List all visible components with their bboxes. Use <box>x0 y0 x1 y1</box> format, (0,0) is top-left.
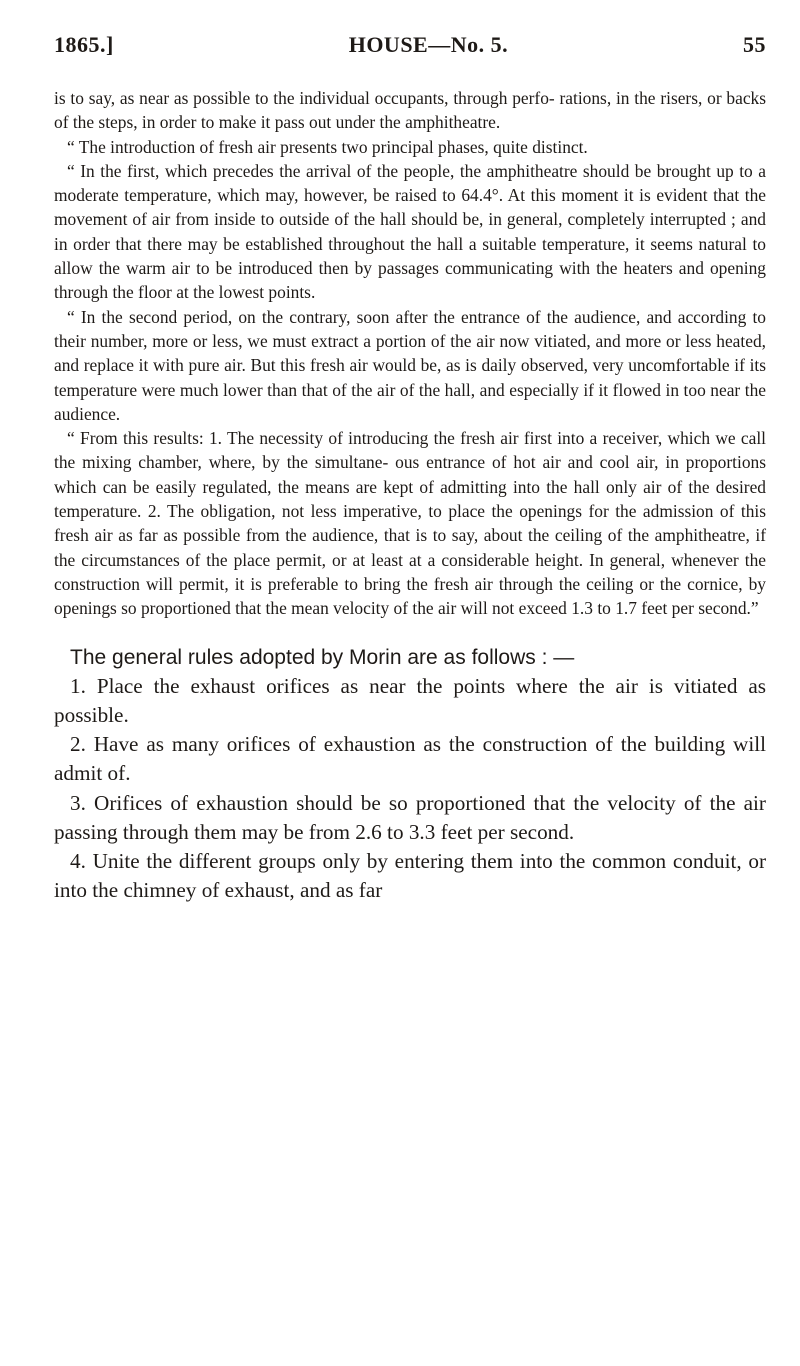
quoted-passage <box>54 86 766 621</box>
header-year: 1865.] <box>54 32 114 57</box>
paragraph: “ From this results: 1. The necessity of introducing the fresh air first into a receiver, which we call the mixing chamber, where, by the simultane- ous entrance of hot air and cool air, in proportions which can be easily regulated, the means are kept of admitting into the hall only air of the desired temperature. 2. The obligation, not less imperative, to place the openings for the admission of this fresh air as far as possible from the audience, that is to say, about the ceiling of the amphitheatre, if the circumstances of the place permit, or at least at a considerable height. In general, whenever the construction will permit, it is preferable to bring the fresh air through the ceiling or the cornice, by openings so proportioned that the mean velocity of the air will not exceed 1.3 to 1.7 feet per second.” <box>54 428 766 619</box>
rules-section <box>54 643 766 906</box>
header-page-number: 55 <box>743 32 766 57</box>
document-page <box>54 32 766 905</box>
header-title: HOUSE—No. 5. <box>348 32 509 57</box>
paragraph: “ In the first, which precedes the arrival of the people, the amphitheatre should be brought up to a moderate temperature, which may, however, be raised to 64.4°. At this moment it is evident that the movement of air from inside to outside of the hall should be, in general, completely interrupted ; and in order that there may be established throughout the hall a suitable temperature, it seems natural to allow the warm air to be introduced then by passages communicating with the heaters and opening through the floor at the lowest points. <box>54 160 766 303</box>
rule-item: 4. Unite the different groups only by entering them into the common conduit, or into the chimney of exhaust, and as far <box>54 848 766 903</box>
paragraph: is to say, as near as possible to the individual occupants, through perfo- rations, in the risers, or backs of the steps, in order to make it pass out under the amphitheatre. <box>54 88 766 133</box>
rule-item: 1. Place the exhaust orifices as near the points where the air is vitiated as possible. <box>54 673 766 727</box>
rules-intro: The general rules adopted by Morin are as follows : — <box>70 645 575 669</box>
rule-item: 3. Orifices of exhaustion should be so proportioned that the velocity of the air passing through them may be from 2.6 to 3.3 feet per second. <box>54 790 766 844</box>
paragraph: “ The introduction of fresh air presents two principal phases, quite distinct. <box>67 136 588 157</box>
running-head <box>54 32 766 76</box>
paragraph: “ In the second period, on the contrary, soon after the entrance of the audience, and according to their number, more or less, we must extract a portion of the air now vitiated, and more or less heated, and replace it with pure air. But this fresh air would be, as is daily observed, very uncomfortable if its temperature were much lower than that of the air of the hall, and especially if it flowed in too near the audience. <box>54 306 766 424</box>
rule-item: 2. Have as many orifices of exhaustion as the construction of the building will admit of. <box>54 732 766 786</box>
